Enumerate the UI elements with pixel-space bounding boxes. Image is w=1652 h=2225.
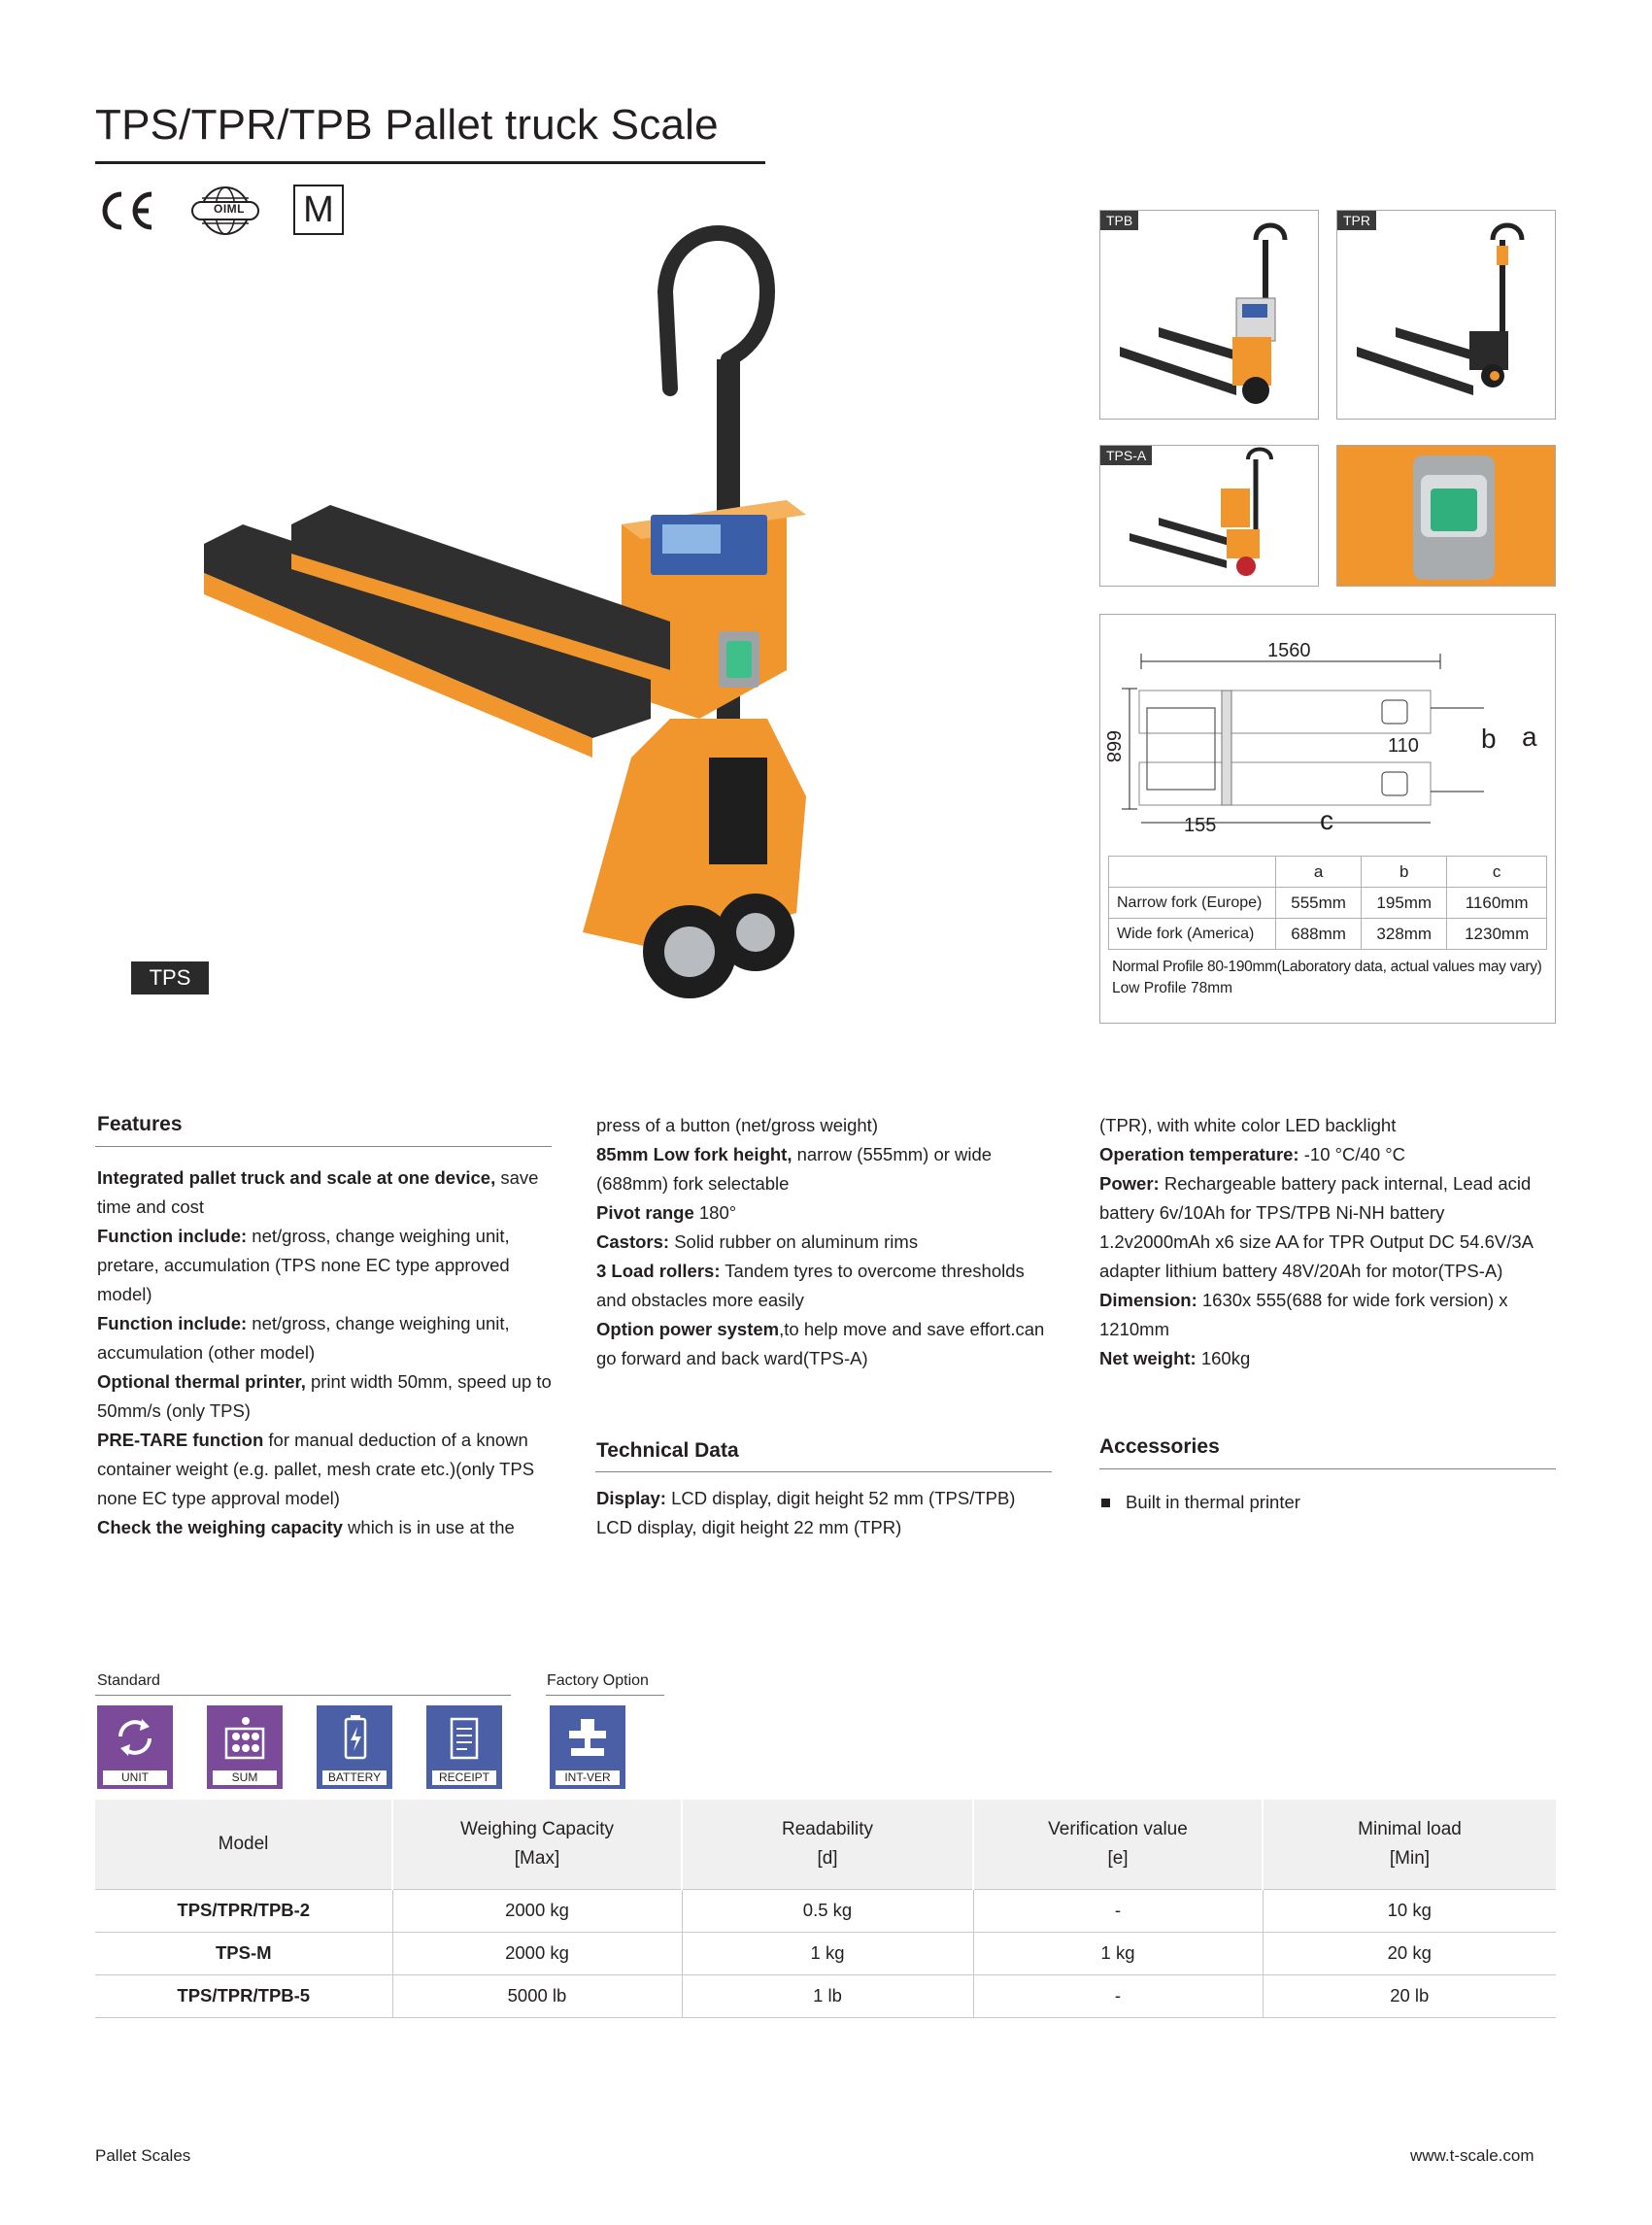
feature-item: 3 Load rollers: Tandem tyres to overcome thresholds and obstacles more easily bbox=[596, 1261, 1025, 1310]
table-row bbox=[1109, 919, 1547, 950]
features-column-2 bbox=[596, 1111, 1059, 1373]
table-cell: 20 lb bbox=[1263, 1974, 1556, 2017]
feature-item: PRE-TARE function for manual deduction of a known container weight (e.g. pallet, mesh crate etc.)(only TPS none EC type approval model) bbox=[97, 1430, 535, 1508]
table-cell: 0.5 kg bbox=[682, 1889, 973, 1932]
technical-display bbox=[596, 1484, 1059, 1542]
accessories-rule bbox=[1099, 1468, 1556, 1469]
verification-icon bbox=[550, 1705, 625, 1770]
technical-rule bbox=[595, 1471, 1052, 1472]
feature-item: 85mm Low fork height, narrow (555mm) or wide (688mm) fork selectable bbox=[596, 1144, 993, 1194]
sum-caption: SUM bbox=[213, 1770, 277, 1785]
table-cell: 1230mm bbox=[1447, 919, 1547, 950]
receipt-feature-tile bbox=[426, 1705, 502, 1789]
dim-front: 155 bbox=[1184, 815, 1217, 836]
table-header-row bbox=[95, 1800, 1556, 1889]
table-cell: 555mm bbox=[1276, 888, 1362, 919]
technical-heading: Technical Data bbox=[596, 1439, 739, 1462]
title-rule bbox=[95, 161, 765, 164]
sum-feature-tile bbox=[207, 1705, 283, 1789]
feature-item: Integrated pallet truck and scale at one device, save time and cost bbox=[97, 1167, 539, 1217]
factory-option-rule bbox=[546, 1695, 664, 1696]
standard-label: Standard bbox=[97, 1672, 160, 1689]
table-cell: 20 kg bbox=[1263, 1932, 1556, 1974]
table-cell: - bbox=[973, 1889, 1263, 1932]
table-row bbox=[1109, 857, 1547, 888]
table-cell: - bbox=[973, 1974, 1263, 2017]
table-cell: 2000 kg bbox=[392, 1889, 682, 1932]
header-capacity: Weighing Capacity [Max] bbox=[392, 1800, 682, 1889]
model-cell: TPS/TPR/TPB-2 bbox=[95, 1889, 392, 1932]
factory-option-label: Factory Option bbox=[547, 1672, 649, 1689]
tpr-truck-icon bbox=[1337, 211, 1556, 420]
table-cell: 5000 lb bbox=[392, 1974, 682, 2017]
table-cell: 1 kg bbox=[682, 1932, 973, 1974]
feature-item: Castors: Solid rubber on aluminum rims bbox=[596, 1231, 919, 1252]
tech-item: Power: Rechargeable battery pack internal, Lead acid battery 6v/10Ah for TPS/TPB Ni-NH battery 1.2v2000mAh x6 size AA for TPR Output DC 54.6V/3A adapter lithium battery 48V/20Ah for motor(TPS-A) bbox=[1099, 1173, 1533, 1281]
table-cell bbox=[1109, 857, 1276, 888]
accessories-list bbox=[1099, 1488, 1556, 1517]
dim-fork-inner: 110 bbox=[1388, 735, 1419, 757]
dimension-diagram bbox=[1099, 614, 1556, 1024]
oiml-mark-text: OIML bbox=[214, 202, 245, 216]
model-label-tps: TPS bbox=[131, 961, 209, 995]
unit-caption: UNIT bbox=[103, 1770, 167, 1785]
table-row bbox=[95, 1889, 1556, 1932]
table-header-cell: c bbox=[1447, 857, 1547, 888]
features-rule bbox=[95, 1146, 552, 1147]
int-ver-option-tile bbox=[550, 1705, 625, 1789]
footer-category: Pallet Scales bbox=[95, 2146, 191, 2165]
table-header-cell: b bbox=[1362, 857, 1447, 888]
technical-column-3 bbox=[1099, 1111, 1556, 1373]
model-cell: TPS-M bbox=[95, 1932, 392, 1974]
table-cell: Narrow fork (Europe) bbox=[1109, 888, 1276, 919]
table-row bbox=[95, 1974, 1556, 2017]
accessory-item: Built in thermal printer bbox=[1099, 1488, 1556, 1517]
battery-caption: BATTERY bbox=[322, 1770, 387, 1785]
feature-item: Pivot range 180° bbox=[596, 1202, 737, 1223]
table-row bbox=[1109, 888, 1547, 919]
feature-item: Check the weighing capacity which is in use at the bbox=[97, 1517, 515, 1537]
unit-feature-tile bbox=[97, 1705, 173, 1789]
thermal-printer-detail-icon bbox=[1337, 446, 1556, 587]
dim-label-b: b bbox=[1481, 724, 1497, 754]
thumbnail-tag: TPB bbox=[1100, 211, 1138, 230]
tech-item: Dimension: 1630x 555(688 for wide fork version) x 1210mm bbox=[1099, 1290, 1508, 1339]
dim-width: 668 bbox=[1102, 729, 1125, 763]
thumbnail-tag: TPS-A bbox=[1100, 446, 1152, 465]
feature-item: Optional thermal printer, print width 50mm, speed up to 50mm/s (only TPS) bbox=[97, 1371, 552, 1421]
table-cell: 2000 kg bbox=[392, 1932, 682, 1974]
thumbnail-tpb[interactable] bbox=[1099, 210, 1319, 420]
specification-table bbox=[95, 1800, 1556, 2018]
table-cell: 1160mm bbox=[1447, 888, 1547, 919]
dimension-note: Normal Profile 80-190mm(Laboratory data, actual values may vary) bbox=[1112, 959, 1542, 975]
feature-item: Function include: net/gross, change weighing unit, accumulation (other model) bbox=[97, 1313, 510, 1363]
table-cell: 10 kg bbox=[1263, 1889, 1556, 1932]
tech-item: Operation temperature: -10 °C/40 °C bbox=[1099, 1144, 1406, 1164]
table-cell: 195mm bbox=[1362, 888, 1447, 919]
pallet-truck-scale-image bbox=[126, 214, 942, 1010]
square-bullet-icon bbox=[1101, 1499, 1110, 1507]
tech-item: Net weight: 160kg bbox=[1099, 1348, 1251, 1368]
standard-rule bbox=[95, 1695, 511, 1696]
feature-item: Option power system,to help move and save effort.can go forward and back ward(TPS-A) bbox=[596, 1319, 1045, 1368]
table-cell: 1 kg bbox=[973, 1932, 1263, 1974]
feature-item: Function include: net/gross, change weighing unit, pretare, accumulation (TPS none EC type approved model) bbox=[97, 1226, 510, 1304]
table-row bbox=[95, 1932, 1556, 1974]
thumbnail-tpr[interactable] bbox=[1336, 210, 1556, 420]
dim-length: 1560 bbox=[1267, 640, 1311, 661]
header-readability: Readability [d] bbox=[682, 1800, 973, 1889]
table-header-cell: a bbox=[1276, 857, 1362, 888]
feature-item: press of a button (net/gross weight) bbox=[596, 1115, 878, 1135]
battery-icon bbox=[317, 1705, 392, 1770]
footer-website-link[interactable]: www.t-scale.com bbox=[1410, 2146, 1534, 2165]
model-cell: TPS/TPR/TPB-5 bbox=[95, 1974, 392, 2017]
table-cell: 1 lb bbox=[682, 1974, 973, 2017]
page-title: TPS/TPR/TPB Pallet truck Scale bbox=[95, 101, 719, 149]
int-ver-caption: INT-VER bbox=[556, 1770, 620, 1785]
tps-a-truck-icon bbox=[1100, 446, 1319, 587]
dimension-note: Low Profile 78mm bbox=[1112, 980, 1233, 996]
thumbnail-tps-a[interactable] bbox=[1099, 445, 1319, 587]
receipt-icon bbox=[426, 1705, 502, 1770]
features-heading: Features bbox=[97, 1113, 183, 1135]
fork-dimension-table bbox=[1108, 856, 1547, 950]
thumbnail-printer-detail[interactable] bbox=[1336, 445, 1556, 587]
dim-label-c: c bbox=[1320, 805, 1333, 835]
tpb-truck-icon bbox=[1100, 211, 1319, 420]
tech-item: Display: LCD display, digit height 52 mm (TPS/TPB) bbox=[596, 1488, 1016, 1508]
header-min-load: Minimal load [Min] bbox=[1263, 1800, 1556, 1889]
header-model: Model bbox=[95, 1800, 392, 1889]
tech-item: (TPR), with white color LED backlight bbox=[1099, 1115, 1397, 1135]
refresh-icon bbox=[97, 1705, 173, 1770]
battery-feature-tile bbox=[317, 1705, 392, 1789]
table-cell: 328mm bbox=[1362, 919, 1447, 950]
table-cell: 688mm bbox=[1276, 919, 1362, 950]
metrology-mark-text: M bbox=[303, 188, 334, 230]
sum-icon bbox=[207, 1705, 283, 1770]
tech-item: LCD display, digit height 22 mm (TPR) bbox=[596, 1517, 902, 1537]
accessories-heading: Accessories bbox=[1099, 1435, 1220, 1458]
dim-label-a: a bbox=[1522, 722, 1537, 752]
header-verification: Verification value [e] bbox=[973, 1800, 1263, 1889]
receipt-caption: RECEIPT bbox=[432, 1770, 496, 1785]
table-cell: Wide fork (America) bbox=[1109, 919, 1276, 950]
features-column-1 bbox=[97, 1163, 554, 1542]
thumbnail-tag: TPR bbox=[1337, 211, 1376, 230]
